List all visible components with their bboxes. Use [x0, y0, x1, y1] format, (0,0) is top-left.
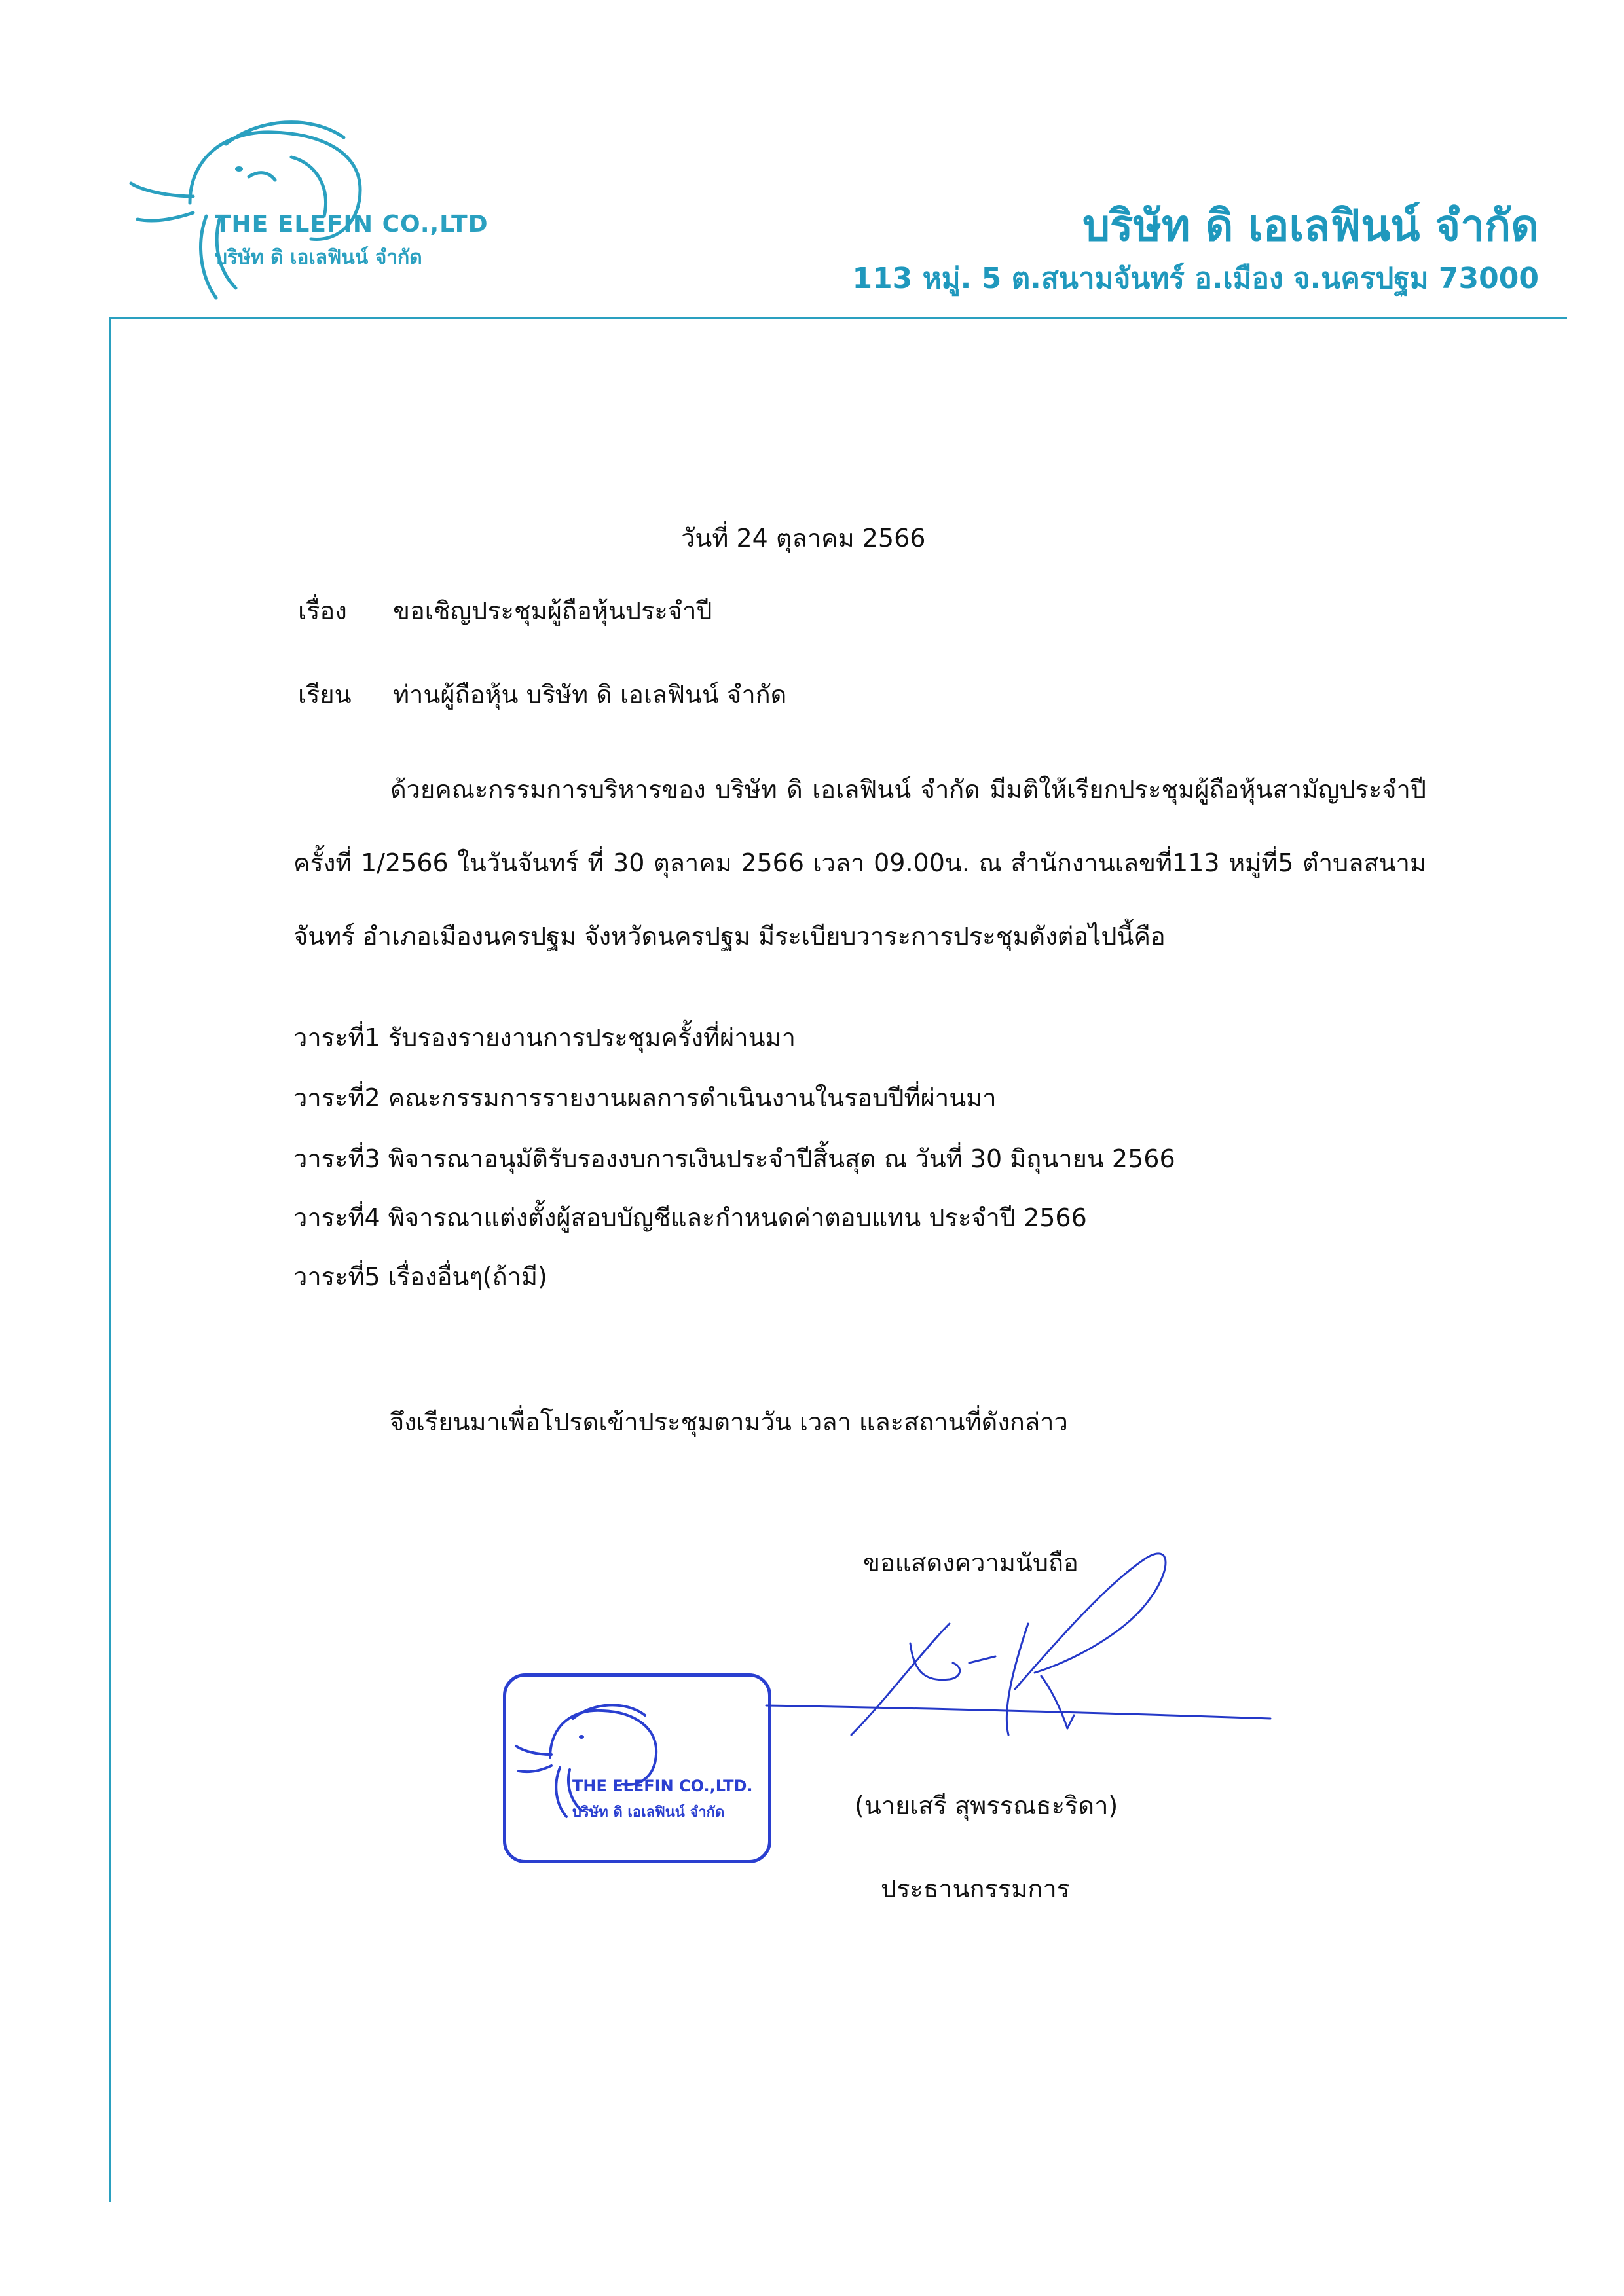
letterhead-divider	[110, 317, 1567, 319]
agenda-item: วาระที่2 คณะกรรมการรายงานผลการดำเนินงานในรอบปีที่ผ่านมา	[293, 1084, 997, 1112]
body-paragraph: ด้วยคณะกรรมการบริหารของ บริษัท ดิ เอเลฟินน์ จำกัด มีมติให้เรียกประชุมผู้ถือหุ้นสามัญประจำปี ครั้งที่ 1/2566 ในวันจันทร์ ที่ 30 ตุลาคม 2566 เวลา 09.00น. ณ สำนักงานเลขที่113 หมู่ที่5 ตำบลสนามจันทร์ อำเภอเมืองนครปฐม จังหวัดนครปฐม มีระเบียบวาระการประชุมดังต่อไปนี้คือ	[293, 775, 1426, 951]
logo-text-th: บริษัท ดิ เอเลฟินน์ จำกัด	[215, 246, 422, 269]
company-name: บริษัท ดิ เอเลฟินน์ จำกัด	[1082, 200, 1539, 251]
company-address: 113 หมู่. 5 ต.สนามจันทร์ อ.เมือง จ.นครปฐม 73000	[852, 262, 1539, 295]
letter-date: วันที่ 24 ตุลาคม 2566	[681, 524, 926, 553]
agenda-item: วาระที่1 รับรองรายงานการประชุมครั้งที่ผ่านมา	[293, 1023, 796, 1052]
stamp-text-th: บริษัท ดิ เอเลฟินน์ จำกัด	[572, 1804, 725, 1821]
regards-text: ขอแสดงความนับถือ	[863, 1548, 1079, 1577]
agenda-item: วาระที่5 เรื่องอื่นๆ(ถ้ามี)	[293, 1262, 547, 1291]
agenda-item: วาระที่4 พิจารณาแต่งตั้งผู้สอบบัญชีและกำหนดค่าตอบแทน ประจำปี 2566	[293, 1203, 1087, 1232]
logo-text-en: THE ELEFIN CO.,LTD	[215, 211, 489, 238]
closing-sentence: จึงเรียนมาเพื่อโปรดเข้าประชุมตามวัน เวลา และสถานที่ดังกล่าว	[390, 1408, 1068, 1436]
subject-label: เรื่อง	[298, 596, 347, 625]
recipient-text: ท่านผู้ถือหุ้น บริษัท ดิ เอเลฟินน์ จำกัด	[393, 680, 787, 709]
stamp-text-en: THE ELEFIN CO.,LTD.	[572, 1777, 753, 1795]
signer-name: (นายเสรี สุพรรณธะริดา)	[855, 1791, 1118, 1820]
elephant-logo-icon	[128, 92, 403, 308]
recipient-label: เรียน	[298, 680, 352, 709]
signer-title: ประธานกรรมการ	[881, 1874, 1071, 1903]
agenda-item: วาระที่3 พิจารณาอนุมัติรับรองงบการเงินประจำปีสิ้นสุด ณ วันที่ 30 มิถุนายน 2566	[293, 1144, 1175, 1173]
handwritten-signature	[753, 1532, 1277, 1768]
margin-line	[109, 317, 111, 2202]
subject-text: ขอเชิญประชุมผู้ถือหุ้นประจำปี	[393, 596, 712, 625]
